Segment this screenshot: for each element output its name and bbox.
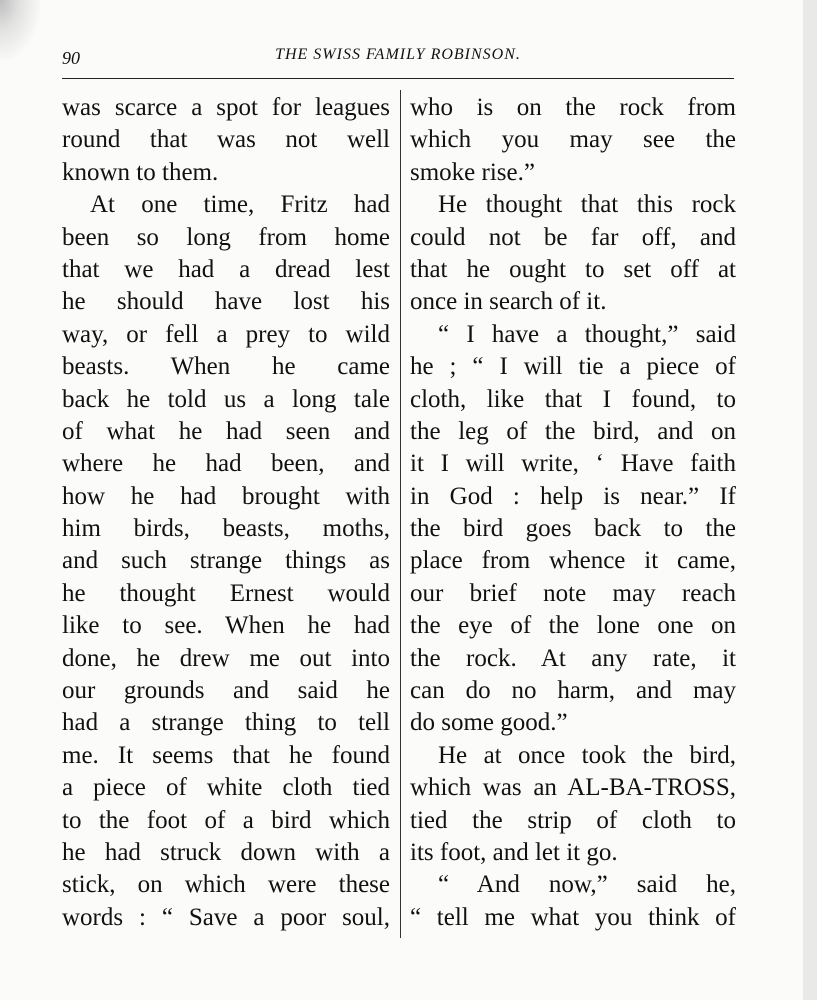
text-line: me. It seems that he found	[62, 741, 390, 769]
text-line: “ And now,” said he,	[438, 871, 736, 899]
text-line: he should have lost his	[62, 288, 390, 316]
text-line: He thought that this rock	[438, 191, 736, 219]
right-column	[410, 92, 736, 934]
text-line: was scarce a spot for leagues	[62, 94, 390, 121]
text-line: been so long from home	[62, 223, 390, 251]
column-divider	[400, 90, 401, 938]
page-number: 90	[62, 48, 80, 68]
text-line: which was an AL-BA-TROSS,	[410, 774, 736, 802]
text-line: which you may see the	[410, 126, 736, 154]
text-line: that we had a dread lest	[62, 255, 390, 283]
left-column	[62, 92, 390, 934]
text-line: the eye of the lone one on	[410, 612, 736, 640]
text-line: him birds, beasts, moths,	[62, 515, 390, 543]
text-line: can do no harm, and may	[410, 677, 736, 705]
text-line: a piece of white cloth tied	[62, 774, 390, 802]
text-line: back he told us a long tale	[62, 385, 390, 413]
text-line: like to see. When he had	[62, 612, 390, 640]
text-line: that he ought to set off at	[410, 255, 736, 283]
text-line: our brief note may reach	[410, 579, 736, 607]
text-line: place from whence it came,	[410, 547, 736, 575]
text-line: our grounds and said he	[62, 677, 390, 705]
text-line: the bird goes back to the	[410, 515, 736, 543]
text-line: of what he had seen and	[62, 417, 390, 445]
text-line: could not be far off, and	[410, 223, 736, 251]
text-line: and such strange things as	[62, 547, 390, 575]
text-line: he had struck down with a	[62, 838, 390, 866]
text-line: the rock. At any rate, it	[410, 644, 736, 672]
text-line: smoke rise.”	[410, 158, 535, 186]
corner-smudge	[0, 0, 40, 60]
text-line: beasts. When he came	[62, 353, 390, 381]
text-line: he thought Ernest would	[62, 579, 390, 607]
text-line: At one time, Fritz had	[90, 191, 390, 219]
text-line: known to them.	[62, 158, 219, 186]
text-line: stick, on which were these	[62, 871, 390, 899]
text-line: the leg of the bird, and on	[410, 417, 736, 445]
text-line: cloth, like that I found, to	[410, 385, 736, 413]
header-rule	[62, 78, 734, 79]
text-line: way, or fell a prey to wild	[62, 320, 390, 348]
text-line: its foot, and let it go.	[410, 838, 618, 866]
running-head: THE SWISS FAMILY ROBINSON.	[275, 46, 521, 63]
text-line: where he had been, and	[62, 450, 390, 478]
text-line: “ I have a thought,” said	[438, 320, 736, 348]
text-line: words : “ Save a poor soul,	[62, 903, 390, 931]
text-line: “ tell me what you think of	[410, 903, 736, 931]
text-line: tied the strip of cloth to	[410, 806, 736, 834]
text-line: round that was not well	[62, 126, 390, 154]
text-line: once in search of it.	[410, 288, 607, 316]
page-header	[62, 44, 734, 72]
text-line: in God : help is near.” If	[410, 482, 736, 510]
text-line: to the foot of a bird which	[62, 806, 390, 834]
text-line: He at once took the bird,	[438, 741, 736, 769]
text-line: who is on the rock from	[410, 94, 736, 121]
text-line: do some good.”	[410, 709, 568, 737]
text-line: had a strange thing to tell	[62, 709, 390, 737]
text-line: how he had brought with	[62, 482, 390, 510]
text-line: he ; “ I will tie a piece of	[410, 353, 736, 381]
text-line: it I will write, ‘ Have faith	[410, 450, 736, 478]
page-edge	[803, 0, 817, 1000]
text-line: done, he drew me out into	[62, 644, 390, 672]
